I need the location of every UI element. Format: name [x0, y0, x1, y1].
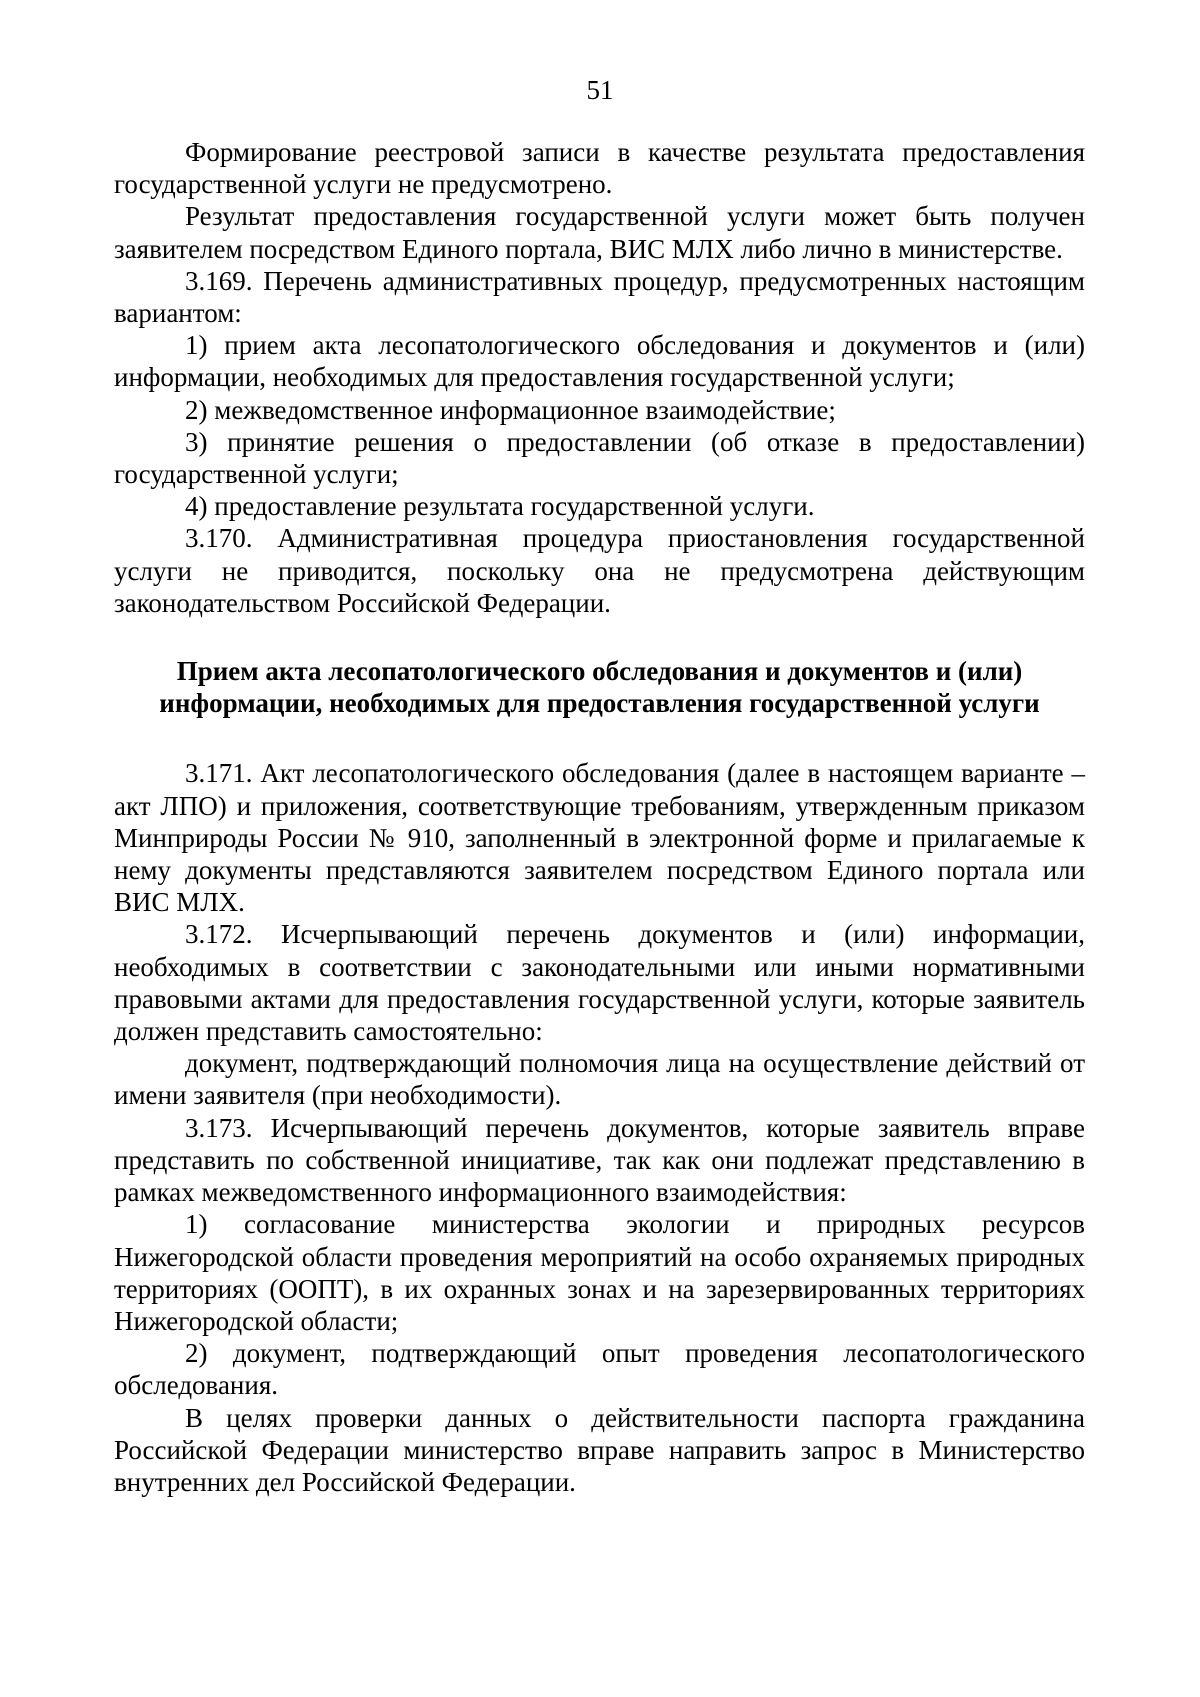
paragraph-3-169: 3.169. Перечень административных процедур, предусмотренных настоящим вариантом:	[114, 265, 1085, 329]
section-heading-line-2: информации, необходимых для предоставления государственной услуги	[159, 688, 1040, 719]
list-item-4: 4) предоставление результата государственной услуги.	[185, 491, 815, 522]
paragraph-authority-document: документ, подтверждающий полномочия лица на осуществление действий от имени заявителя (при необходимости).	[114, 1048, 1085, 1111]
paragraph-registry-record: Формирование реестровой записи в качестве результата предоставления государственной услуги не предусмотрено.	[114, 137, 1085, 200]
paragraph-3-173: 3.173. Исчерпывающий перечень документов, которые заявитель вправе представить по собственной инициативе, так как они подлежат представлению в рамках межведомственного информационного взаимодействия:	[114, 1112, 1085, 1208]
paragraph-result-delivery: Результат предоставления государственной услуги может быть получен заявителем посредством Единого портала, ВИС МЛХ либо лично в министерстве.	[114, 201, 1085, 264]
list-item-approval: 1) согласование министерства экологии и природных ресурсов Нижегородской области проведения мероприятий на особо охраняемых природных территориях (ООПТ), в их охранных зонах и на зарезервированных территориях Нижегородской области;	[114, 1209, 1085, 1336]
list-item-1: 1) прием акта лесопатологического обследования и документов и (или) информации, необходимых для предоставления государственной услуги;	[114, 330, 1085, 393]
list-item-3: 3) принятие решения о предоставлении (об отказе в предоставлении) государственной услуги;	[114, 426, 1085, 490]
paragraph-3-170: 3.170. Административная процедура приостановления государственной услуги не приводится, поскольку она не предусмотрена действующим законодательством Российской Федерации.	[114, 523, 1085, 618]
list-item-2: 2) межведомственное информационное взаимодействие;	[185, 394, 836, 425]
section-heading-line-1: Прием акта лесопатологического обследования и документов и (или)	[176, 656, 1023, 687]
document-body	[114, 136, 1085, 1498]
paragraph-3-172: 3.172. Исчерпывающий перечень документов и (или) информации, необходимых в соответствии с законодательными или иными нормативными правовыми актами для предоставления государственной услуги, которые заявитель должен представить самостоятельно:	[114, 919, 1085, 1047]
page-number: 51	[586, 75, 614, 105]
paragraph-passport-check: В целях проверки данных о действительности паспорта гражданина Российской Федерации министерство вправе направить запрос в Министерство внутренних дел Российской Федерации.	[114, 1402, 1085, 1497]
paragraph-3-171: 3.171. Акт лесопатологического обследования (далее в настоящем варианте – акт ЛПО) и приложения, соответствующие требованиям, утвержденным приказом Минприроды России № 910, заполненный в электронной форме и прилагаемые к нему документы представляются заявителем посредством Единого портала или ВИС МЛХ.	[114, 758, 1085, 918]
section-heading	[114, 655, 1085, 719]
list-item-experience-document: 2) документ, подтверждающий опыт проведения лесопатологического обследования.	[114, 1338, 1085, 1401]
